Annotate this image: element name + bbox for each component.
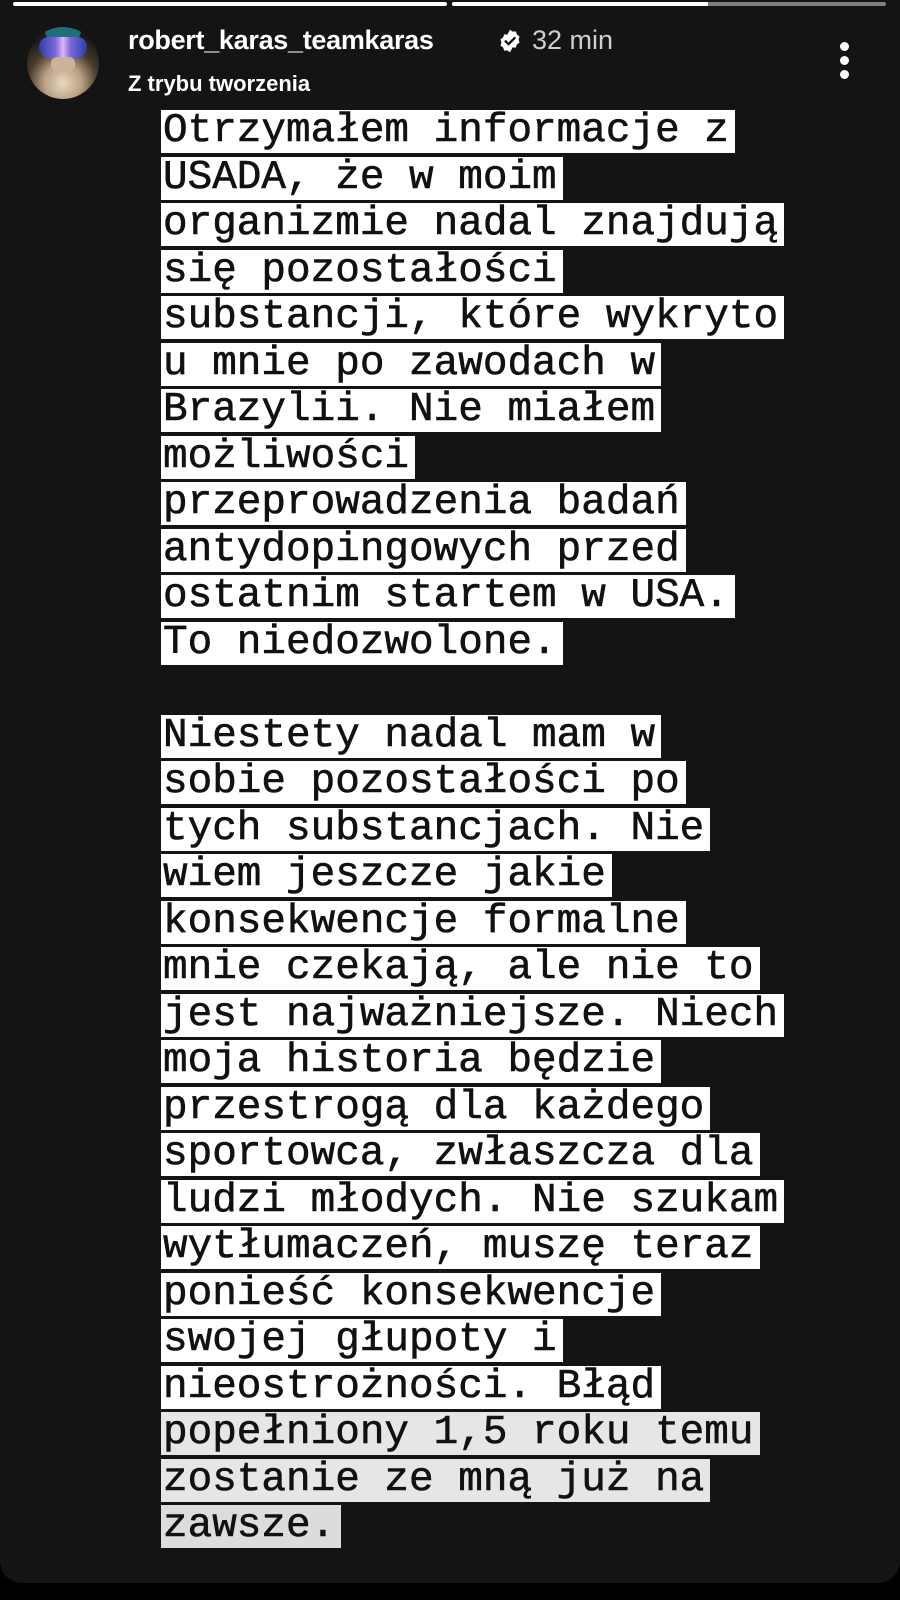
more-vertical-icon: [840, 56, 849, 65]
text-line-highlight: u mnie po zawodach w: [161, 343, 661, 386]
story-subtitle: Z trybu tworzenia: [128, 71, 311, 96]
text-line-highlight: przestrogą dla każdego: [161, 1087, 710, 1130]
avatar-face: [51, 57, 75, 71]
avatar-goggles: [39, 37, 87, 59]
text-line-highlight: sportowca, zwłaszcza dla: [161, 1133, 760, 1176]
text-line-highlight: ponieść konsekwencje: [161, 1273, 661, 1316]
text-line-highlight: konsekwencje formalne: [161, 901, 686, 944]
text-line: [161, 1133, 881, 1180]
text-line: [161, 526, 881, 576]
paragraph-gap: [161, 668, 881, 715]
text-line-highlight: organizmie nadal znajdują: [161, 203, 784, 246]
more-vertical-icon: [840, 70, 849, 79]
text-line-highlight: Niestety nadal mam w: [161, 715, 661, 758]
text-line-highlight: mnie czekają, ale nie to: [161, 947, 760, 990]
text-line: [161, 1084, 881, 1134]
text-line-highlight: USADA, że w moim: [161, 157, 563, 200]
text-line: [161, 340, 881, 390]
text-line: [161, 1177, 881, 1227]
text-line-highlight: swojej głupoty i: [161, 1319, 563, 1362]
text-line: [161, 712, 881, 762]
text-line-highlight: jest najważniejsze. Niech: [161, 994, 784, 1037]
more-vertical-icon: [840, 42, 849, 51]
text-line: [161, 296, 881, 343]
text-line: [161, 947, 881, 994]
text-line-highlight: sobie pozostałości po: [161, 761, 686, 804]
text-line-highlight: wytłumaczeń, muszę teraz: [161, 1226, 760, 1269]
avatar[interactable]: [27, 27, 99, 99]
text-line: [161, 389, 881, 436]
text-line: [161, 433, 881, 483]
text-line-highlight: antydopingowych przed: [161, 529, 686, 572]
text-line: [161, 761, 881, 808]
text-line-highlight: Brazylii. Nie miałem: [161, 389, 661, 432]
text-line-highlight: zawsze.: [161, 1505, 341, 1548]
text-line-highlight: To niedozwolone.: [161, 622, 563, 665]
text-line-highlight: tych substancjach. Nie: [161, 808, 710, 851]
text-line: [161, 1319, 881, 1366]
story-progress-segment-1: [13, 2, 447, 6]
text-line-highlight: możliwości: [161, 436, 415, 479]
text-line: [161, 1505, 881, 1552]
text-line: [161, 482, 881, 529]
text-line-highlight: nieostrożności. Błąd: [161, 1366, 661, 1409]
text-line: [161, 991, 881, 1041]
text-line: [161, 854, 881, 901]
story-text: [161, 110, 881, 1552]
text-line: [161, 1226, 881, 1273]
text-line: [161, 575, 881, 622]
text-line-highlight: ostatnim startem w USA.: [161, 575, 735, 618]
more-options-button[interactable]: [832, 38, 858, 84]
verified-badge-icon: [497, 28, 523, 54]
text-line: [161, 154, 881, 204]
text-line-highlight: się pozostałości: [161, 250, 563, 293]
text-line: [161, 203, 881, 250]
text-line: [161, 1363, 881, 1413]
text-line-highlight: Otrzymałem informacje z: [161, 110, 735, 153]
text-line-highlight: przeprowadzenia badań: [161, 482, 686, 525]
text-line-highlight: zostanie ze mną już na: [161, 1459, 710, 1502]
post-time: 32 min: [532, 25, 614, 55]
text-line-highlight: ludzi młodych. Nie szukam: [161, 1180, 784, 1223]
story-progress-segment-2: [452, 2, 886, 6]
text-line: [161, 1270, 881, 1320]
text-line-highlight: moja historia będzie: [161, 1040, 661, 1083]
text-line: [161, 1412, 881, 1459]
text-line-highlight: substancji, które wykryto: [161, 296, 784, 339]
progress-fill: [452, 2, 708, 6]
progress-fill: [13, 2, 447, 6]
username-link[interactable]: robert_karas_teamkaras: [128, 25, 434, 55]
text-line-highlight: popełniony 1,5 roku temu: [161, 1412, 760, 1455]
text-line: [161, 1456, 881, 1506]
text-line: [161, 805, 881, 855]
text-line: [161, 247, 881, 297]
text-line: [161, 619, 881, 669]
text-line: [161, 110, 881, 157]
text-line: [161, 898, 881, 948]
text-line-highlight: wiem jeszcze jakie: [161, 854, 612, 897]
text-line: [161, 1040, 881, 1087]
